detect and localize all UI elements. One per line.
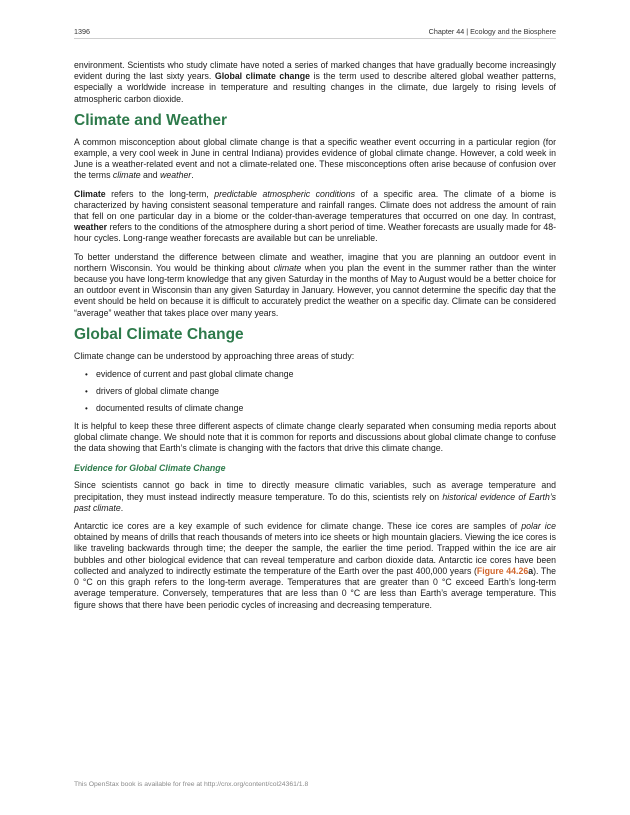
text-span: Antarctic ice cores are a key example of such evidence for climate change. These ice cores are samples of bbox=[74, 521, 522, 532]
evidence-paragraph-1 bbox=[74, 480, 556, 514]
climate-weather-paragraph-3 bbox=[74, 252, 556, 319]
study-areas-list bbox=[74, 369, 556, 414]
heading-climate-and-weather: Climate and Weather bbox=[74, 111, 228, 129]
text-span: . bbox=[191, 170, 194, 181]
text-span: of a specific area. The climate of a biome is characterized by having consistent seasonal temperature and rainfall ranges. Climate does not address the amount of rain that fell on one particular day in a biome or the colder-than-average temperatures that occurred on one day. In contrast, bbox=[74, 188, 557, 222]
page-footer: This OpenStax book is available for free at http://cnx.org/content/col24361/1.8 bbox=[74, 781, 309, 788]
italic-climate: climate bbox=[112, 170, 141, 181]
page-content bbox=[74, 60, 556, 618]
text-span: and bbox=[140, 170, 161, 181]
italic-climate: climate bbox=[273, 262, 302, 273]
italic-polar-ice: polar ice bbox=[521, 521, 556, 532]
list-item: • drivers of global climate change bbox=[86, 386, 556, 397]
text-span: refers to the long-term, bbox=[105, 188, 215, 199]
term-climate: Climate bbox=[74, 188, 106, 199]
italic-weather: weather bbox=[160, 170, 192, 181]
evidence-paragraph-2 bbox=[74, 521, 556, 611]
text-span: ). The 0 °C on this graph refers to the long-term average. Temperatures that are greater than 0 °C exceed Earth’s long-term average temperature. Conversely, temperatures that are less than 0 °C are less than Earth’s average temperature. This figure shows that there have been periodic cycles of increasing and decreasing temperature. bbox=[74, 565, 556, 610]
text-span: when you plan the event in the summer rather than the winter because you have long-term knowledge that any given Saturday in the months of May to August would be a better choice for an outdoor event in Wisconsin than any given Saturday in January. However, you cannot determine the specific day that the event should be held on because it is difficult to accurately predict the weather on a specific day. Climate can be considered “average” weather that takes place over many years. bbox=[74, 262, 556, 318]
figure-link[interactable]: Figure 44.26 bbox=[476, 565, 529, 576]
text-span: To better understand the difference between climate and weather, imagine that you are planning an outdoor event in northern Wisconsin. You would be thinking about bbox=[74, 251, 556, 273]
page-header bbox=[74, 27, 556, 37]
term-weather: weather bbox=[74, 222, 108, 233]
text-span: A common misconception about global climate change is that a specific weather event occurring in a particular region (for example, a very cool week in June in central Indiana) provides evidence of global climate change. However, a cold week in June is a weather-related event and not a climate-related one. These misconceptions often arise because of confusion over the terms bbox=[74, 136, 556, 181]
heading-global-climate-change: Global Climate Change bbox=[74, 325, 244, 343]
climate-weather-paragraph-1 bbox=[74, 137, 556, 182]
climate-weather-paragraph-2 bbox=[74, 189, 556, 245]
intro-text-1: environment. Scientists who study climate have noted a series of marked changes that have gradually become increasingly evident during the last sixty years. bbox=[74, 60, 556, 82]
text-span: refers to the conditions of the atmosphere during a short period of time. Weather forecasts are usually made for 48-hour cycles. Long-range weather forecasts are available but can be unreliable. bbox=[74, 222, 556, 244]
figure-panel-label: a bbox=[528, 565, 534, 576]
italic-predictable-conditions: predictable atmospheric conditions bbox=[214, 188, 356, 199]
header-rule bbox=[74, 38, 556, 39]
chapter-title: Chapter 44 | Ecology and the Biosphere bbox=[428, 27, 556, 36]
text-span: . bbox=[120, 502, 124, 513]
list-item: • evidence of current and past global climate change bbox=[86, 369, 556, 380]
text-span: Since scientists cannot go back in time to directly measure climatic variables, such as average temperature and precipitation, they must instead indirectly measure temperature. To do this, scientists rely on bbox=[74, 480, 556, 502]
global-climate-paragraph: It is helpful to keep these three different aspects of climate change clearly separated when consuming media reports about global climate change. We should note that it is common for reports and discussions about global climate change to confuse the data showing that Earth’s climate is changing with the factors that drive this climate change. bbox=[74, 420, 556, 454]
term-global-climate-change: Global climate change bbox=[214, 71, 310, 82]
global-climate-intro: Climate change can be understood by approaching three areas of study: bbox=[74, 350, 355, 361]
list-item: • documented results of climate change bbox=[86, 403, 556, 414]
page-number: 1396 bbox=[74, 27, 90, 36]
text-span: obtained by means of drills that reach thousands of meters into ice sheets or high mountain glaciers. Viewing the ice cores is like traveling backwards through time; the deeper the sample, the earlier the time period. Trapped within the ice are air bubbles and other biological evidence that can reveal temperature and carbon dioxide data. Antarctic ice cores have been collected and analyzed to indirectly estimate the temperature of the Earth over the past 400,000 years ( bbox=[74, 532, 556, 576]
subheading-evidence: Evidence for Global Climate Change bbox=[74, 463, 226, 474]
intro-paragraph bbox=[74, 60, 556, 105]
italic-historical-evidence: historical evidence of Earth’s past climate bbox=[74, 491, 556, 513]
intro-text-2: is the term used to describe altered global weather patterns, especially a worldwide increase in temperature and resulting changes in the climate, due largely to rising levels of atmospheric carbon dioxide. bbox=[74, 71, 556, 104]
